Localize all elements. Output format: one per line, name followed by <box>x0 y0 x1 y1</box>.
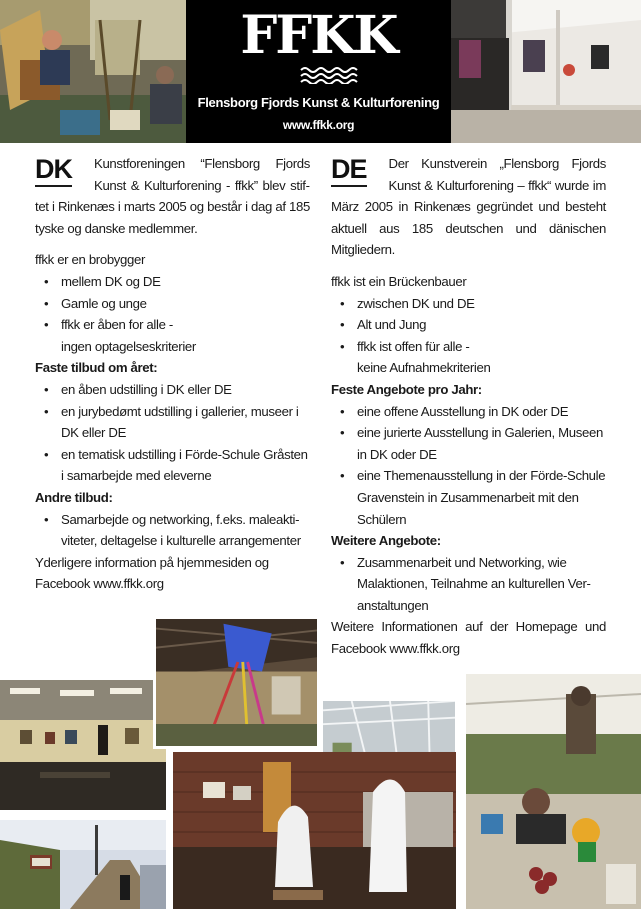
org-url: www.ffkk.org <box>282 118 355 132</box>
list-item: • zwischen DK und DE <box>331 293 606 315</box>
list-item: • mellem DK og DE <box>35 271 310 293</box>
list-item: • Gamle og unge <box>35 293 310 315</box>
de-code: DE <box>331 154 367 187</box>
sculpture-hall-photo <box>153 616 320 749</box>
list-item: • ffkk er åben for alle - <box>35 314 310 336</box>
harbour-boardwalk-photo <box>0 820 166 909</box>
dk-intro: Kunstforeningen “Flensborg Fjords Kunst & Kulturforening - ffkk” blev stiftet i Rinkenæs i marts 2005 og består i dag af 185 tyske og danske medlemmer. <box>35 156 310 236</box>
list-item: • en åben udstilling i DK eller DE <box>35 379 310 401</box>
de-other-heading: Weitere Angebote: <box>331 533 441 549</box>
german-column <box>331 153 606 660</box>
waves-icon <box>299 66 359 84</box>
list-item-continuation: keine Aufnahmekriterien <box>357 360 491 376</box>
de-more-info: Weitere Informationen auf der Homepage und Facebook www.ffkk.org <box>331 619 606 657</box>
list-item: • ffkk ist offen für alle - <box>331 336 606 358</box>
dk-fixed-heading: Faste tilbud om året: <box>35 360 158 376</box>
list-item: • en tematisk udstilling i Förde-Schule Gråsten i samarbejde med eleverne <box>35 444 310 487</box>
de-intro: Der Kunstverein „Flensborg Fjords Kunst & Kulturforening – ffkk“ wurde im März 2005 in Rinkenæs gegründet und besteht aktuell aus 185 deutschen und dänischen Mitgliedern. <box>331 156 606 258</box>
dk-bridge: ffkk er en brobygger <box>35 252 146 268</box>
gallery-interior-photo <box>451 0 641 143</box>
de-bridge: ffkk ist ein Brückenbauer <box>331 273 467 289</box>
list-item: • Zusammenarbeit und Networking, wie Malaktionen, Teilnahme an kulturellen Veranstaltungen <box>331 552 606 617</box>
list-item: • en jurybedømt udstilling i gallerier, museer i DK eller DE <box>35 401 310 444</box>
gallery-hall-photo <box>0 680 166 810</box>
logo-block <box>186 0 451 143</box>
list-item: • eine Themenausstellung in der Förde-Schule Gravenstein in Zusammenarbeit mit den Schülern <box>331 465 606 530</box>
dk-other-heading: Andre tilbud: <box>35 489 113 505</box>
list-item: • eine jurierte Ausstellung in Galerien, Museen in DK oder DE <box>331 422 606 465</box>
painting-workshop-photo <box>0 0 186 143</box>
list-item: • Alt und Jung <box>331 314 606 336</box>
tent-workshop-photo <box>466 674 641 909</box>
de-fixed-heading: Feste Angebote pro Jahr: <box>331 381 482 397</box>
dk-more-info: Yderligere information på hjemmesiden og Facebook www.ffkk.org <box>35 554 269 592</box>
brick-gallery-sculpture-photo <box>173 752 456 909</box>
danish-column <box>35 153 310 595</box>
org-name: Flensborg Fjords Kunst & Kulturforening <box>197 95 440 110</box>
list-item: • Samarbejde og networking, f.eks. maleaktiviteter, deltagelse i kulturelle arrangementer <box>35 509 310 552</box>
logo: FFKK <box>240 5 397 66</box>
list-item: • eine offene Ausstellung in DK oder DE <box>331 401 606 423</box>
list-item-continuation: ingen optagelseskriterier <box>61 338 196 354</box>
dk-code: DK <box>35 154 72 187</box>
